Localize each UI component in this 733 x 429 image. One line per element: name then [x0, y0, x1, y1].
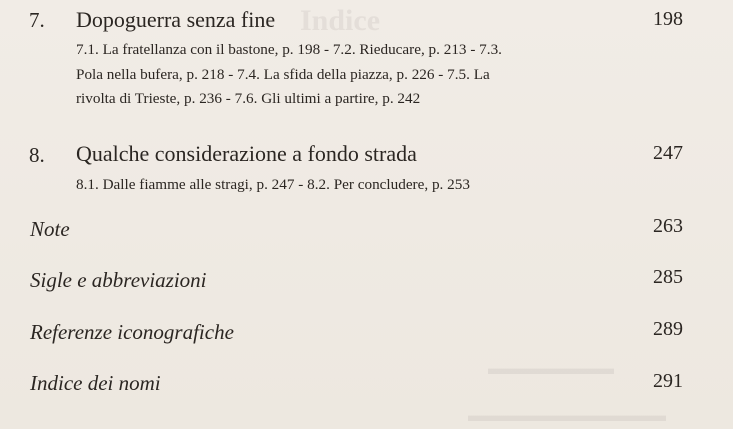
section-title[interactable]: Note: [30, 217, 70, 241]
bleed-through-heading: Indice: [300, 4, 381, 37]
subsection-line: 7.1. La fratellanza con il bastone, p. 198 - 7.2. Rieducare, p. 213 - 7.3.: [76, 41, 502, 58]
chapter-title[interactable]: Dopoguerra senza fine: [76, 7, 276, 32]
subsection-line: rivolta di Trieste, p. 236 - 7.6. Gli ultimi a partire, p. 242: [76, 90, 421, 107]
section-title[interactable]: Referenze iconografiche: [30, 320, 234, 344]
section-page-number: 285: [653, 266, 683, 288]
subsection-line: Pola nella bufera, p. 218 - 7.4. La sfida della piazza, p. 226 - 7.5. La: [76, 65, 490, 83]
chapter-subsections: [76, 173, 656, 198]
chapter-title[interactable]: Qualche considerazione a fondo strada: [76, 141, 417, 166]
subsection-line: 8.1. Dalle fiamme alle stragi, p. 247 - 8.2. Per concludere, p. 253: [76, 176, 470, 193]
section-title[interactable]: Indice dei nomi: [30, 371, 161, 395]
section-title[interactable]: Sigle e abbreviazioni: [30, 268, 207, 292]
section-page-number: 289: [653, 318, 683, 340]
bleed-through-text: ▬▬▬▬▬▬▬▬▬▬▬: [468, 405, 666, 425]
chapter-number: 8.: [29, 143, 45, 167]
chapter-number: 7.: [29, 8, 45, 32]
chapter-page-number: 198: [653, 8, 683, 30]
chapter-page-number: 247: [653, 142, 683, 164]
chapter-subsections: [76, 38, 656, 112]
bleed-through-text: ▬▬▬▬▬▬▬: [488, 358, 614, 378]
section-page-number: 291: [653, 370, 683, 392]
section-page-number: 263: [653, 215, 683, 237]
